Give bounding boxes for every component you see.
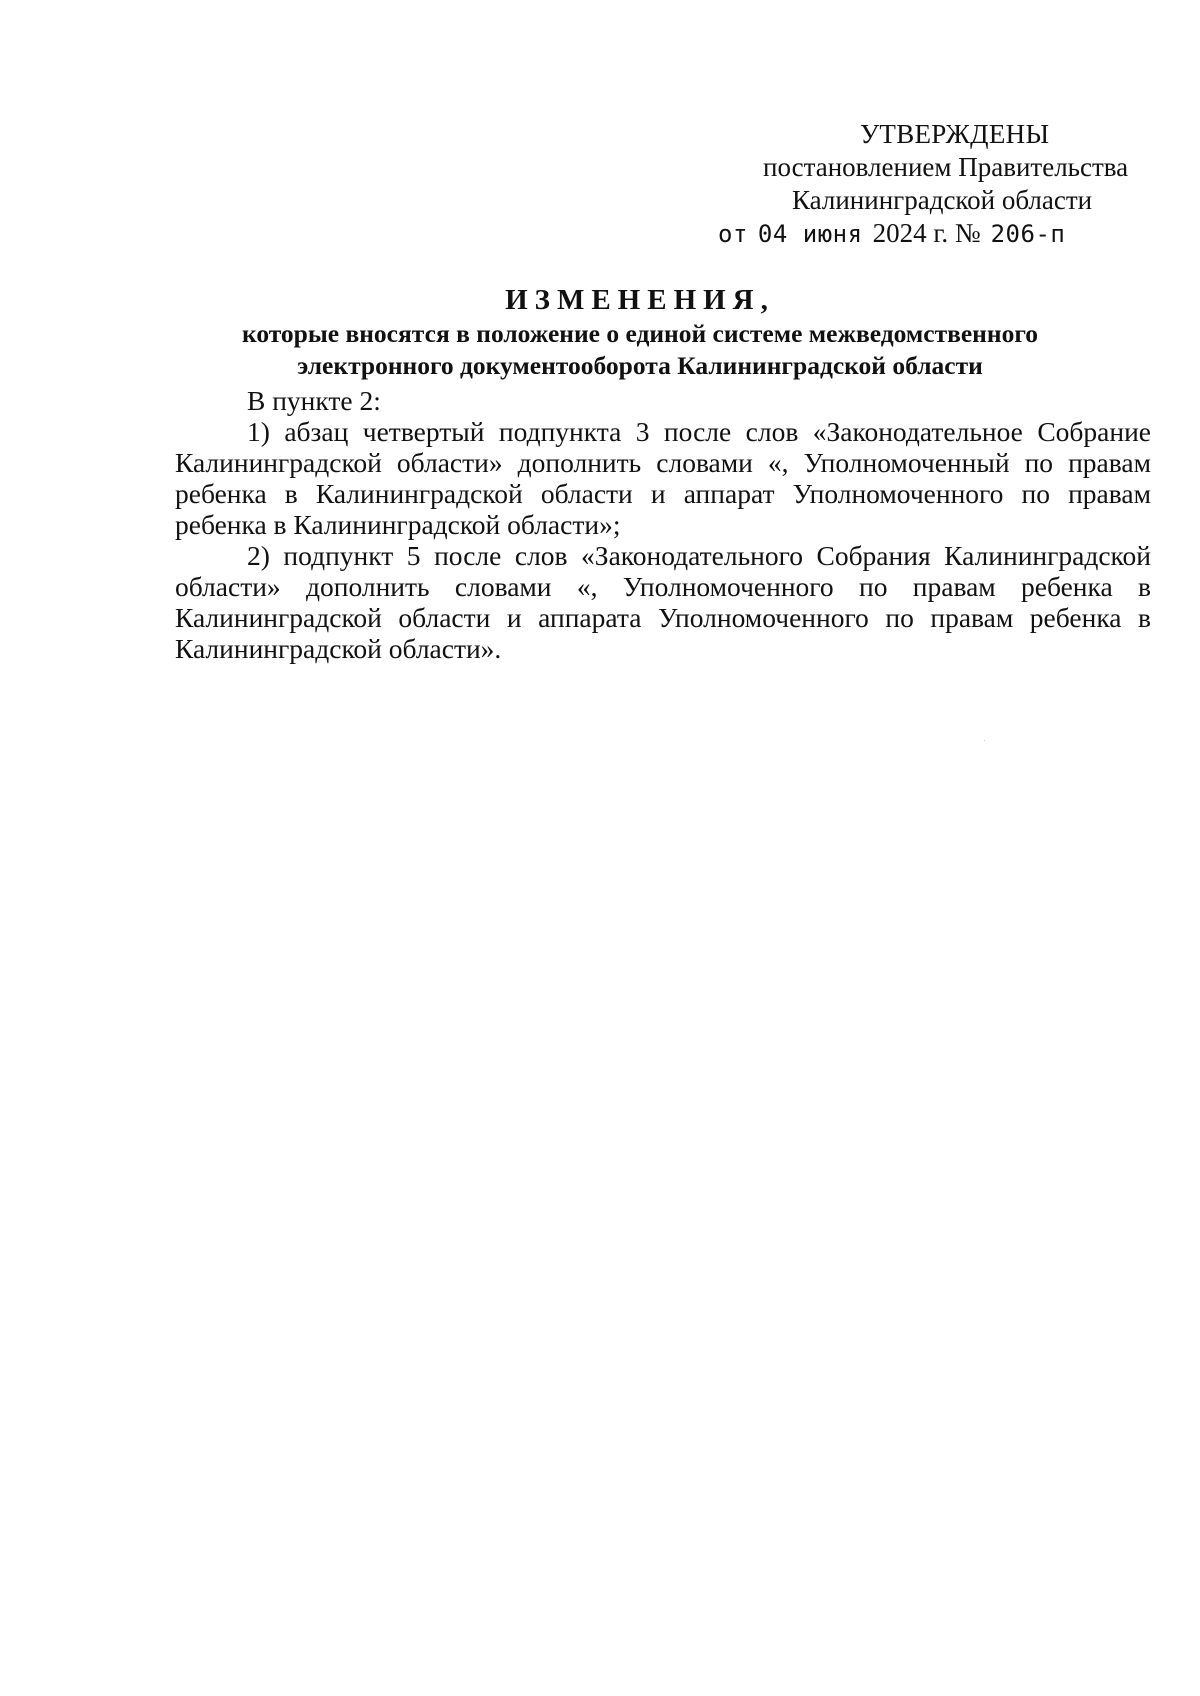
date-day-month: 04 июня [757,220,863,248]
approval-stamp [680,118,1160,251]
paragraph-item-1: 1) абзац четвертый подпункта 3 после слов «Законодательное Собрание Калининградской области» дополнить словами «, Уполномоченный по правам ребенка в Калининградской области и аппарат Уполномоченного по правам ребенка в Калининградской области»; [175,416,1151,540]
title-block [160,282,1120,382]
scan-speck [984,740,985,741]
subtitle-line-1: которые вносятся в положение о единой системе межведомственного [241,319,1039,348]
paragraph-item-2: 2) подпункт 5 после слов «Законодательного Собрания Калининградской области» дополнить словами «, Уполномоченного по правам ребенка в Калининградской области и аппарата Уполномоченного по правам ребенка в Калининградской области». [175,540,1151,664]
date-prefix: от [718,220,748,248]
date-year: 2024 г. № [872,218,981,248]
subtitle-line-2: электронного документооборота Калининградской области [297,351,983,380]
approved-heading: УТВЕРЖДЕНЫ [860,119,1050,149]
paragraph-intro: В пункте 2: [247,385,381,416]
document-body [175,385,1151,664]
approved-region: Калининградской области [792,185,1093,215]
approved-by: постановлением Правительства [763,152,1129,182]
document-number: 206-п [990,220,1066,248]
document-title: ИЗМЕНЕНИЯ, [505,284,775,316]
approval-date-line [680,217,1160,251]
